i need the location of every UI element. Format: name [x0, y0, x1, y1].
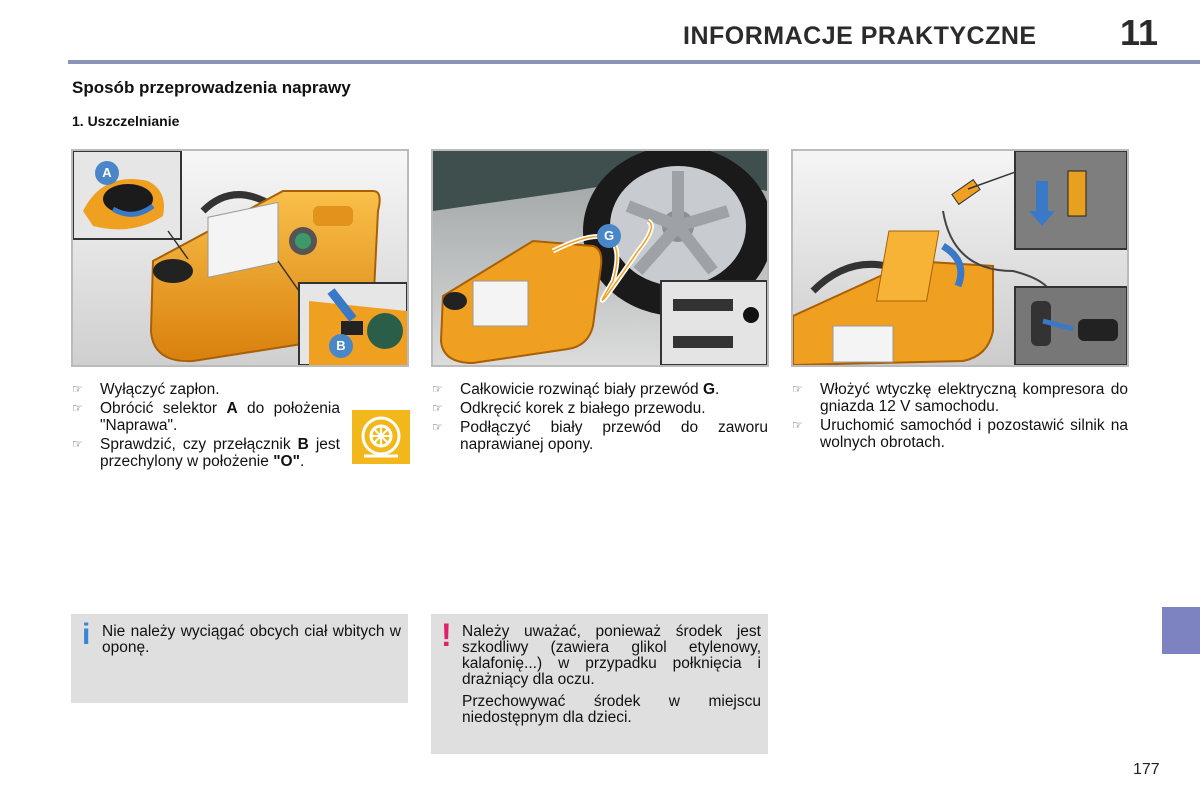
section-title: Sposób przeprowadzenia naprawy	[72, 78, 351, 97]
page-number: 177	[1133, 761, 1160, 778]
illustration-hose	[431, 149, 769, 367]
label-b-marker: B	[329, 334, 353, 358]
label-g-marker: G	[597, 224, 621, 248]
warning-icon: !	[441, 617, 452, 653]
pointing-hand-icon: ☞	[72, 401, 83, 415]
instructions-column-1	[72, 381, 340, 472]
list-item: ☞ Sprawdzić, czy przełącznik B jest przechylony w położenie "O".	[72, 436, 340, 470]
warning-storage-text: Przechowywać środek w miejscu niedostępnym dla dzieci.	[462, 693, 761, 726]
list-item: ☞ Odkręcić korek z białego przewodu.	[432, 400, 706, 417]
info-box	[71, 614, 408, 703]
info-icon: i	[82, 618, 91, 651]
pointing-hand-icon: ☞	[432, 401, 443, 415]
info-text: Nie należy wyciągać obcych ciał wbitych w oponę.	[102, 623, 401, 656]
chapter-side-tab	[1162, 607, 1200, 654]
list-item: ☞ Uruchomić samochód i pozostawić silnik na wolnych obrotach.	[792, 417, 1128, 451]
pointing-hand-icon: ☞	[72, 437, 83, 451]
instructions-column-3	[792, 381, 1128, 453]
list-item: ☞ Obrócić selektor A do położenia "Naprawa".	[72, 400, 340, 434]
warning-text: Należy uważać, ponieważ środek jest szkodliwy (zawiera glikol etylenowy, kalafonię...) w przypadku połknięcia i drażniący dla oczu.	[462, 623, 761, 688]
illustration-selector	[71, 149, 409, 367]
pointing-hand-icon: ☞	[792, 382, 803, 396]
illustration-plug	[791, 149, 1129, 367]
repair-selector-icon	[352, 410, 410, 464]
pointing-hand-icon: ☞	[432, 420, 443, 434]
list-item: ☞ Całkowicie rozwinąć biały przewód G.	[432, 381, 720, 398]
pointing-hand-icon: ☞	[432, 382, 443, 396]
chapter-title: INFORMACJE PRAKTYCZNE	[683, 22, 1037, 50]
instructions-column-2	[432, 381, 768, 455]
plug-socket-drawing	[793, 151, 1127, 365]
subsection-title: 1. Uszczelnianie	[72, 113, 180, 129]
list-item: ☞ Włożyć wtyczkę elektryczną kompresora do gniazda 12 V samochodu.	[792, 381, 1128, 415]
compressor-selector-drawing	[73, 151, 407, 365]
chapter-number: 11	[1120, 12, 1159, 53]
list-item: ☞ Podłączyć biały przewód do zaworu naprawianej opony.	[432, 419, 768, 453]
header-rule	[68, 60, 1200, 64]
warning-box	[431, 614, 768, 754]
pointing-hand-icon: ☞	[792, 418, 803, 432]
label-a-marker: A	[95, 161, 119, 185]
pointing-hand-icon: ☞	[72, 382, 83, 396]
tyre-hose-drawing	[433, 151, 767, 365]
list-item: ☞ Wyłączyć zapłon.	[72, 381, 220, 398]
